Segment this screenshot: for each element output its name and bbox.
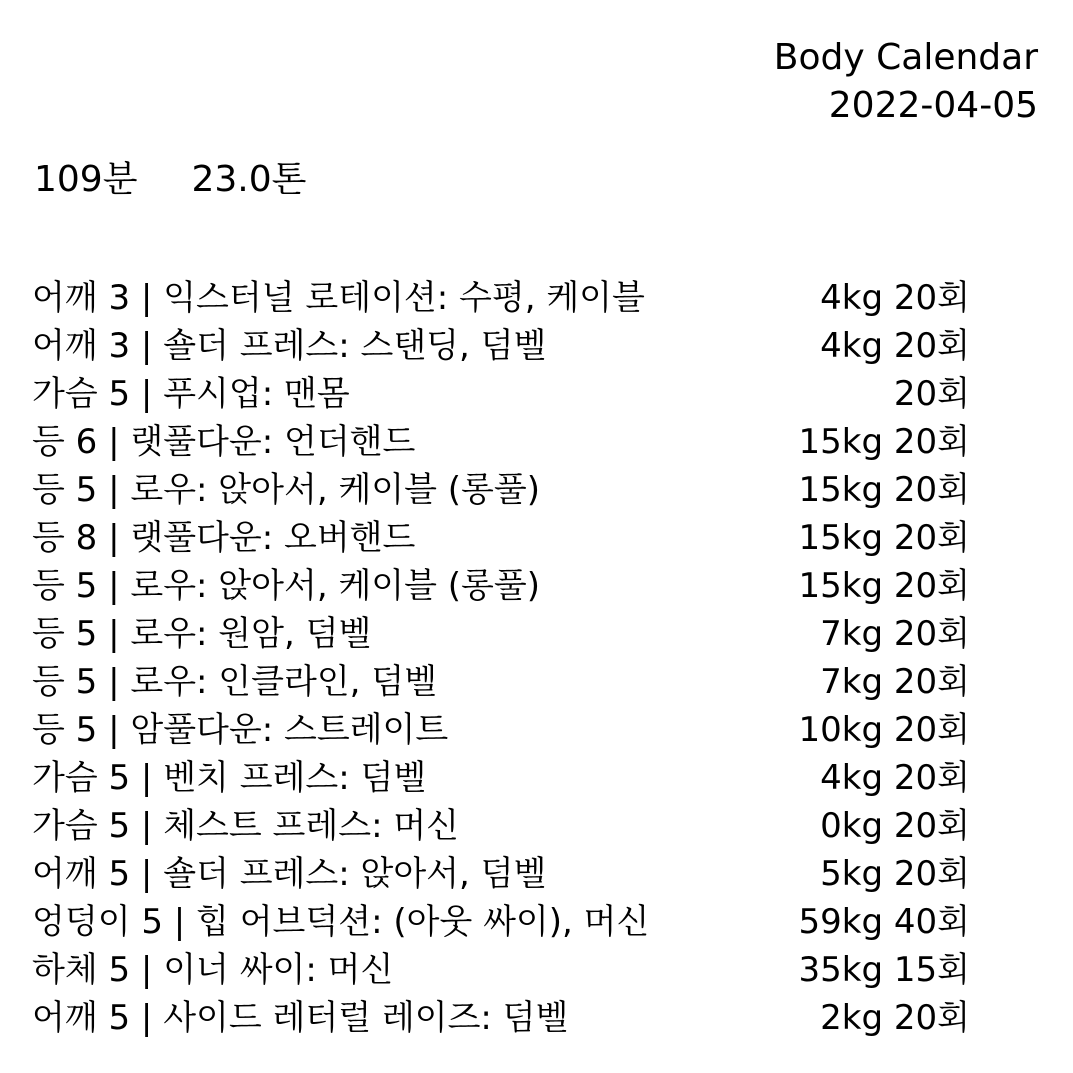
workout-summary: [34, 156, 306, 204]
exercise-name: 하체 5 | 이너 싸이: 머신: [32, 949, 394, 990]
exercise-amount: 2kg 20회: [820, 997, 970, 1038]
exercise-amount: 4kg 20회: [820, 325, 970, 366]
list-item: [32, 654, 970, 702]
list-item: [32, 510, 970, 558]
exercise-name: 어깨 3 | 숄더 프레스: 스탠딩, 덤벨: [32, 325, 547, 366]
exercise-amount: 59kg 40회: [798, 901, 970, 942]
exercise-amount: 15kg 20회: [798, 565, 970, 606]
exercise-name: 가슴 5 | 푸시업: 맨몸: [32, 373, 350, 414]
list-item: [32, 270, 970, 318]
exercise-name: 엉덩이 5 | 힙 어브덕션: (아웃 싸이), 머신: [32, 901, 650, 942]
exercise-amount: 4kg 20회: [820, 757, 970, 798]
list-item: [32, 318, 970, 366]
exercise-name: 어깨 5 | 숄더 프레스: 앉아서, 덤벨: [32, 853, 547, 894]
exercise-amount: 15kg 20회: [798, 421, 970, 462]
exercise-name: 등 5 | 암풀다운: 스트레이트: [32, 709, 449, 750]
list-item: [32, 558, 970, 606]
list-item: [32, 798, 970, 846]
exercise-amount: 7kg 20회: [820, 613, 970, 654]
exercise-name: 가슴 5 | 체스트 프레스: 머신: [32, 805, 460, 846]
exercise-name: 어깨 5 | 사이드 레터럴 레이즈: 덤벨: [32, 997, 569, 1038]
app-title: Body Calendar: [773, 37, 1038, 78]
exercise-name: 어깨 3 | 익스터널 로테이션: 수평, 케이블: [32, 277, 645, 318]
exercise-name: 등 5 | 로우: 원암, 덤벨: [32, 613, 372, 654]
list-item: [32, 990, 970, 1038]
exercise-amount: 20회: [893, 373, 970, 414]
exercise-amount: 5kg 20회: [820, 853, 970, 894]
exercise-amount: 15kg 20회: [798, 469, 970, 510]
total-duration: 109분: [34, 159, 138, 200]
exercise-amount: 7kg 20회: [820, 661, 970, 702]
workout-date: 2022-04-05: [828, 85, 1038, 126]
exercise-amount: 15kg 20회: [798, 517, 970, 558]
list-item: [32, 894, 970, 942]
list-item: [32, 366, 970, 414]
exercise-name: 등 5 | 로우: 앉아서, 케이블 (롱풀): [32, 469, 541, 510]
exercise-amount: 35kg 15회: [798, 949, 970, 990]
list-item: [32, 846, 970, 894]
exercise-name: 가슴 5 | 벤치 프레스: 덤벨: [32, 757, 427, 798]
header: [774, 34, 1038, 130]
exercise-amount: 0kg 20회: [820, 805, 970, 846]
exercise-amount: 4kg 20회: [820, 277, 970, 318]
list-item: [32, 462, 970, 510]
exercise-amount: 10kg 20회: [798, 709, 970, 750]
list-item: [32, 702, 970, 750]
list-item: [32, 414, 970, 462]
exercise-name: 등 8 | 랫풀다운: 오버핸드: [32, 517, 416, 558]
exercise-name: 등 6 | 랫풀다운: 언더핸드: [32, 421, 416, 462]
list-item: [32, 750, 970, 798]
exercise-list: [32, 270, 970, 1038]
exercise-name: 등 5 | 로우: 인클라인, 덤벨: [32, 661, 437, 702]
list-item: [32, 942, 970, 990]
list-item: [32, 606, 970, 654]
total-volume: 23.0톤: [191, 159, 307, 200]
exercise-name: 등 5 | 로우: 앉아서, 케이블 (롱풀): [32, 565, 541, 606]
